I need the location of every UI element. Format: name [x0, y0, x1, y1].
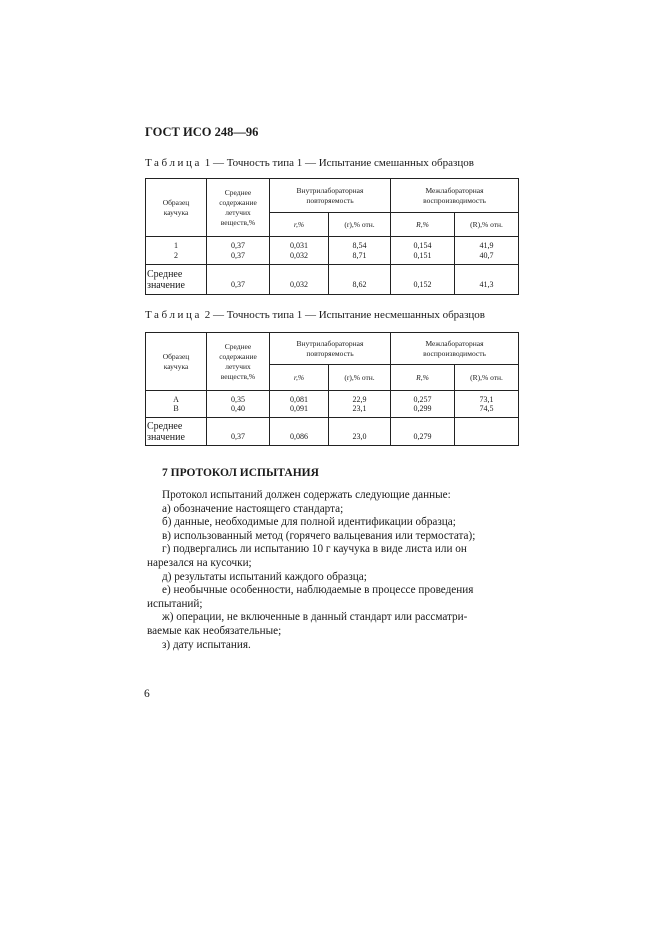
table2-caption-text: — Точность типа 1 — Испытание несмешанных образцов — [213, 309, 485, 321]
page-number: 6 — [144, 688, 150, 700]
table1 — [145, 178, 519, 295]
table1-cell-R-rel: 41,9 40,7 — [455, 237, 519, 265]
table1-avg-R-rel: 41,3 — [455, 265, 519, 295]
table2-header-mean: Среднее содержание летучих веществ,% — [207, 333, 270, 391]
table1-avg-r-rel: 8,62 — [329, 265, 391, 295]
table1-subheader-r: r,% — [270, 213, 329, 237]
table2-header-repeatability: Внутрилабораторная повторяемость — [270, 333, 391, 365]
table2-cell-r-rel: 22,9 23,1 — [329, 391, 391, 418]
table2-subheader-R: R,% — [391, 365, 455, 391]
table1-cell-R: 0,154 0,151 — [391, 237, 455, 265]
table2-cell-r: 0,081 0,091 — [270, 391, 329, 418]
list-item: а) обозначение настоящего стандарта; — [162, 502, 344, 515]
table1-header-repeatability: Внутрилабораторная повторяемость — [270, 179, 391, 213]
table2-caption — [145, 309, 485, 321]
list-item-continuation: ваемые как необязательные; — [147, 624, 282, 637]
table1-avg-mean: 0,37 — [207, 265, 270, 295]
list-item: д) результаты испытаний каждого образца; — [162, 570, 367, 583]
table2-subheader-r-rel: (r),% отн. — [329, 365, 391, 391]
table1-avg-r: 0,032 — [270, 265, 329, 295]
table1-caption-number: 1 — [204, 157, 211, 169]
table2-avg-r-rel: 23,0 — [329, 418, 391, 446]
table1-cell-samples: 1 2 — [146, 237, 207, 265]
table-row — [146, 265, 519, 295]
table1-cell-means: 0,37 0,37 — [207, 237, 270, 265]
table2-cell-R-rel: 73,1 74,5 — [455, 391, 519, 418]
section-title: 7 ПРОТОКОЛ ИСПЫТАНИЯ — [162, 467, 319, 479]
table1-cell-r-rel: 8,54 8,71 — [329, 237, 391, 265]
table1-caption-text: — Точность типа 1 — Испытание смешанных образцов — [213, 157, 474, 169]
table2-avg-label: Среднее значение — [146, 418, 207, 446]
table-row — [146, 418, 519, 446]
paragraph-line: Протокол испытаний должен содержать следующие данные: — [162, 489, 451, 501]
table2-header-sample: Образец каучука — [146, 333, 207, 391]
table2-cell-means: 0,35 0,40 — [207, 391, 270, 418]
table2-cell-samples: А В — [146, 391, 207, 418]
list-item-continuation: испытаний; — [147, 597, 203, 610]
list-item: ж) операции, не включенные в данный стандарт или рассматри- — [162, 611, 468, 624]
table1-subheader-R-rel: (R),% отн. — [455, 213, 519, 237]
document-header: ГОСТ ИСО 248—96 — [145, 125, 259, 139]
table2 — [145, 332, 519, 446]
list-item: з) дату испытания. — [162, 638, 251, 651]
table2-avg-R-rel — [455, 418, 519, 446]
table1-header-sample: Образец каучука — [146, 179, 207, 237]
table1-avg-R: 0,152 — [391, 265, 455, 295]
table-row — [146, 237, 519, 265]
list-item: в) использованный метод (горячего вальцевания или термостата); — [162, 529, 476, 542]
table-row — [146, 391, 519, 418]
table2-caption-number: 2 — [204, 309, 211, 321]
table2-avg-mean: 0,37 — [207, 418, 270, 446]
section-body — [147, 489, 519, 652]
table1-avg-label: Среднее значение — [146, 265, 207, 295]
table1-caption-word: Таблица — [145, 157, 202, 169]
table2-subheader-R-rel: (R),% отн. — [455, 365, 519, 391]
list-item: е) необычные особенности, наблюдаемые в процессе проведения — [162, 584, 474, 597]
table2-caption-word: Таблица — [145, 309, 202, 321]
table1-caption — [145, 157, 474, 169]
table1-subheader-R: R,% — [391, 213, 455, 237]
table2-subheader-r: r,% — [270, 365, 329, 391]
list-item: б) данные, необходимые для полной идентификации образца; — [162, 516, 456, 529]
table2-header-reproducibility: Межлабораторная воспроизводимость — [391, 333, 519, 365]
table1-header-mean: Среднее содержание летучих веществ,% — [207, 179, 270, 237]
table2-cell-R: 0,257 0,299 — [391, 391, 455, 418]
table2-avg-R: 0,279 — [391, 418, 455, 446]
list-item-continuation: нарезался на кусочки; — [147, 556, 252, 569]
table1-header-reproducibility: Межлабораторная воспроизводимость — [391, 179, 519, 213]
table1-cell-r: 0,031 0,032 — [270, 237, 329, 265]
table1-subheader-r-rel: (r),% отн. — [329, 213, 391, 237]
list-item: г) подвергались ли испытанию 10 г каучука в виде листа или он — [162, 543, 467, 556]
table2-avg-r: 0,086 — [270, 418, 329, 446]
